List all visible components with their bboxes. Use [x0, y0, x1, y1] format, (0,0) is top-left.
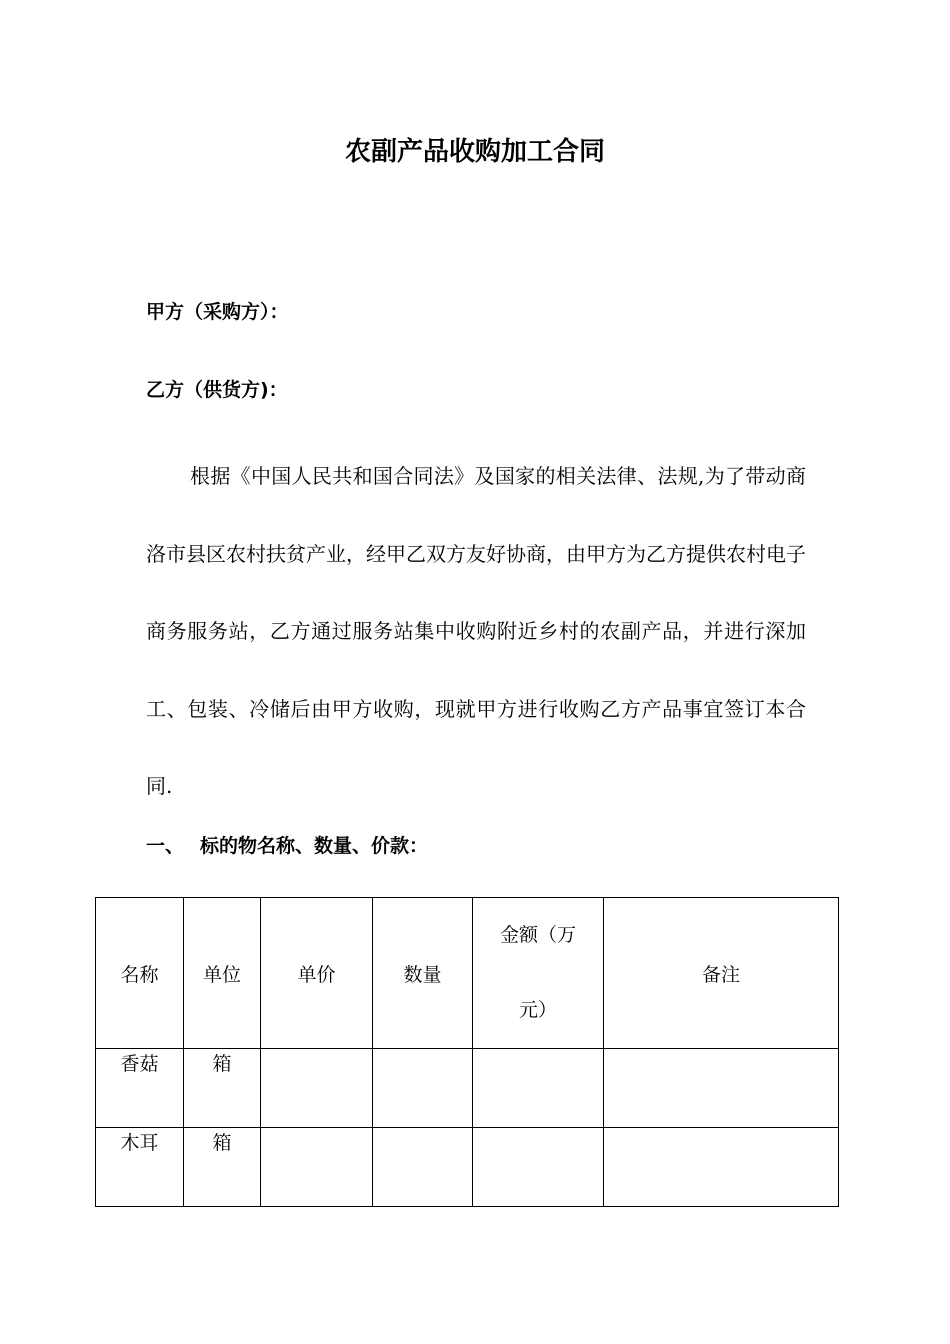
cell-amount: [473, 1128, 604, 1207]
party-b-label: 乙方（供货方)：: [146, 379, 288, 401]
header-quantity: 数量: [373, 898, 473, 1049]
cell-unit-price: [261, 1049, 373, 1128]
cell-unit: 箱: [184, 1128, 261, 1207]
cell-amount: [473, 1049, 604, 1128]
table-row: [96, 1049, 839, 1128]
document-title: 农副产品收购加工合同: [344, 137, 605, 167]
header-amount-line2: 元）: [518, 999, 557, 1021]
cell-quantity: [373, 1128, 473, 1207]
header-unit-price: 单价: [261, 898, 373, 1049]
cell-quantity: [373, 1049, 473, 1128]
intro-paragraph: 根据《中国人民共和国合同法》及国家的相关法律、法规,为了带动商洛市县区农村扶贫产业，经甲乙双方友好协商，由甲方为乙方提供农村电子商务服务站，乙方通过服务站集中收购附近乡村的农副产品，并进行深加工、包装、冷储后由甲方收购，现就甲方进行收购乙方产品事宜签订本合同.: [146, 464, 806, 798]
cell-remark: [604, 1049, 839, 1128]
section-number: 一、: [146, 835, 185, 857]
cell-unit: 箱: [184, 1049, 261, 1128]
header-amount-line1: 金额（万: [499, 924, 576, 946]
table-row: [96, 1128, 839, 1207]
header-name: 名称: [96, 898, 184, 1049]
section-1-heading: [146, 832, 428, 860]
header-remark: 备注: [604, 898, 839, 1049]
table-header-row: [96, 898, 839, 1049]
cell-name: 木耳: [96, 1128, 184, 1207]
section-title: 标的物名称、数量、价款：: [200, 835, 429, 857]
cell-unit-price: [261, 1128, 373, 1207]
items-table: [95, 897, 839, 1207]
cell-name: 香菇: [96, 1049, 184, 1128]
header-unit: 单位: [184, 898, 261, 1049]
party-a-label: 甲方（采购方）：: [146, 301, 289, 323]
cell-remark: [604, 1128, 839, 1207]
header-amount: [473, 898, 604, 1049]
